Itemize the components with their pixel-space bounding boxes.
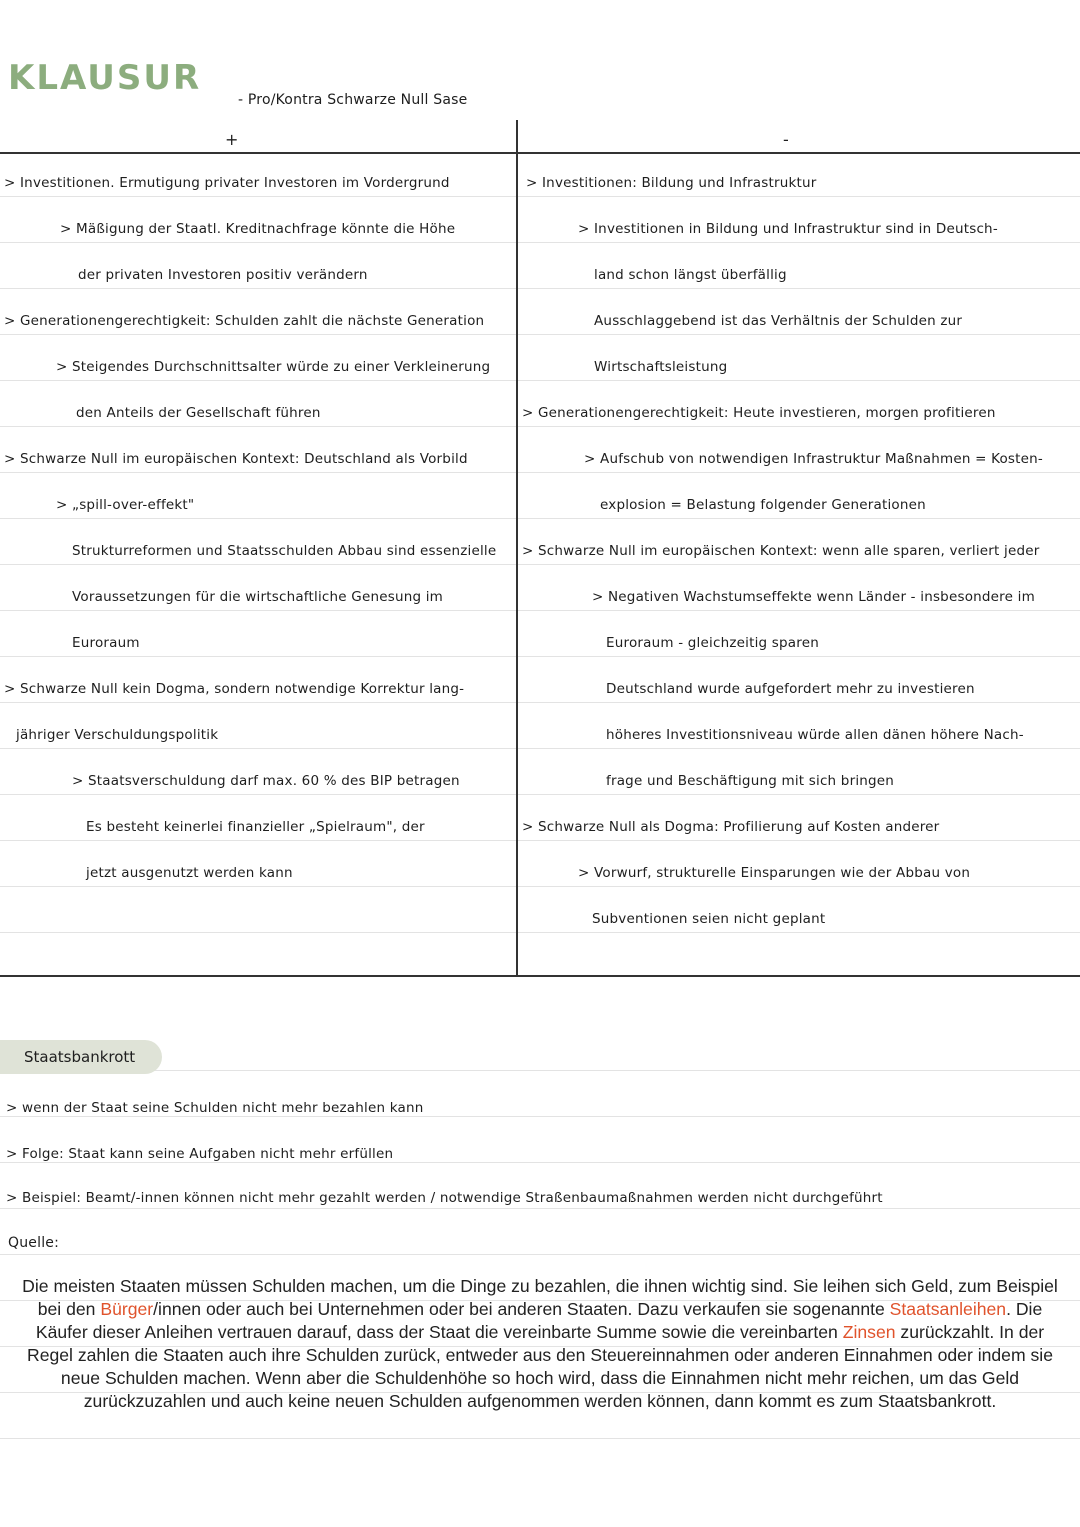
list-item: > Schwarze Null als Dogma: Profilierung auf Kosten anderer xyxy=(522,819,940,835)
table-top-rule xyxy=(0,152,1080,154)
ruled-line xyxy=(0,518,1080,519)
list-item: explosion = Belastung folgender Generationen xyxy=(600,497,926,513)
source-label: Quelle: xyxy=(8,1235,60,1251)
section-heading-label: Staatsbankrott xyxy=(24,1048,136,1066)
list-item: Wirtschaftsleistung xyxy=(594,359,728,375)
ruled-line xyxy=(0,564,1080,565)
list-item: jetzt ausgenutzt werden kann xyxy=(86,865,293,881)
ruled-line xyxy=(0,1438,1080,1439)
ruled-line xyxy=(0,334,1080,335)
list-item: > Mäßigung der Staatl. Kreditnachfrage könnte die Höhe xyxy=(60,221,456,237)
ruled-line xyxy=(0,656,1080,657)
ruled-line xyxy=(0,794,1080,795)
list-item: jähriger Verschuldungspolitik xyxy=(16,727,219,743)
list-item: > Negativen Wachstumseffekte wenn Länder - insbesondere im xyxy=(592,589,1035,605)
ruled-line xyxy=(0,380,1080,381)
list-item: den Anteils der Gesellschaft führen xyxy=(76,405,321,421)
list-item: > Generationengerechtigkeit: Heute investieren, morgen profitieren xyxy=(522,405,996,421)
list-item: > Generationengerechtigkeit: Schulden zahlt die nächste Generation xyxy=(4,313,485,329)
table-bottom-rule xyxy=(0,975,1080,977)
list-item: Euroraum xyxy=(72,635,140,651)
list-item: > Staatsverschuldung darf max. 60 % des BIP betragen xyxy=(72,773,460,789)
list-item: frage und Beschäftigung mit sich bringen xyxy=(606,773,895,789)
list-item: Deutschland wurde aufgefordert mehr zu investieren xyxy=(606,681,975,697)
list-item: land schon längst überfällig xyxy=(594,267,787,283)
list-item: > Investitionen in Bildung und Infrastruktur sind in Deutsch- xyxy=(578,221,998,237)
ruled-line xyxy=(0,1116,1080,1117)
ruled-line xyxy=(0,288,1080,289)
ruled-line xyxy=(0,1070,1080,1071)
ruled-line xyxy=(0,702,1080,703)
ruled-line xyxy=(0,426,1080,427)
list-item: > Steigendes Durchschnittsalter würde zu einer Verkleinerung xyxy=(56,359,491,375)
list-item: > Folge: Staat kann seine Aufgaben nicht mehr erfüllen xyxy=(6,1146,394,1162)
source-highlight: Bürger xyxy=(100,1299,154,1319)
source-text: Die meisten Staaten müssen Schulden machen, um die Dinge zu bezahlen, die ihnen wichtig sind. Sie leihen sich Geld, zum Beispiel bei den xyxy=(22,1276,1058,1319)
list-item: der privaten Investoren positiv verändern xyxy=(78,267,368,283)
list-item: > „spill-over-effekt" xyxy=(56,497,195,513)
source-text: /innen oder auch bei Unternehmen oder bei anderen Staaten. Dazu verkaufen sie sogenannte xyxy=(153,1299,890,1319)
list-item: > Vorwurf, strukturelle Einsparungen wie der Abbau von xyxy=(578,865,971,881)
ruled-line xyxy=(0,610,1080,611)
page-subtitle: - Pro/Kontra Schwarze Null Sase xyxy=(238,92,468,108)
ruled-line xyxy=(0,1162,1080,1163)
list-item: > Schwarze Null kein Dogma, sondern notwendige Korrektur lang- xyxy=(4,681,465,697)
ruled-line xyxy=(0,242,1080,243)
list-item: > Investitionen: Bildung und Infrastruktur xyxy=(526,175,817,191)
source-paragraph xyxy=(12,1275,1068,1413)
list-item: > Investitionen. Ermutigung privater Investoren im Vordergrund xyxy=(4,175,450,191)
column-divider xyxy=(516,120,518,977)
list-item: höheres Investitionsniveau würde allen dänen höhere Nach- xyxy=(606,727,1024,743)
ruled-line xyxy=(0,748,1080,749)
page-title: KLAUSUR xyxy=(8,58,202,98)
list-item: Euroraum - gleichzeitig sparen xyxy=(606,635,819,651)
list-item: Ausschlaggebend ist das Verhältnis der Schulden zur xyxy=(594,313,963,329)
pro-heading: + xyxy=(225,130,239,149)
ruled-line xyxy=(0,472,1080,473)
ruled-line xyxy=(0,840,1080,841)
list-item: > Beispiel: Beamt/-innen können nicht mehr gezahlt werden / notwendige Straßenbaumaßnahmen werden nicht durchgeführt xyxy=(6,1190,883,1206)
source-text: . Die Käufer dieser Anleihen vertrauen darauf, dass der Staat die vereinbarte Summe sowie die vereinbarten xyxy=(35,1299,1043,1342)
source-highlight: Zinsen xyxy=(842,1322,896,1342)
ruled-line xyxy=(0,196,1080,197)
list-item: > Schwarze Null im europäischen Kontext: wenn alle sparen, verliert jeder xyxy=(522,543,1040,559)
source-highlight: Staatsanleihen xyxy=(889,1299,1007,1319)
source-text: zurückzahlt. In der Regel zahlen die Staaten auch ihre Schulden zurück, entweder aus den Steuereinnahmen oder anderen Einnahmen oder indem sie neue Schulden machen. Wenn aber die Schuldenhöhe so hoch wird, dass die Einnahmen nicht mehr reichen, um das Geld zurückzuzahlen und auch keine neuen Schulden aufgenommen werden können, dann kommt es zum Staatsbankrott. xyxy=(26,1322,1053,1411)
contra-heading: - xyxy=(783,130,789,149)
list-item: Subventionen seien nicht geplant xyxy=(592,911,826,927)
ruled-line xyxy=(0,1208,1080,1209)
ruled-line xyxy=(0,886,1080,887)
list-item: Voraussetzungen für die wirtschaftliche Genesung im xyxy=(72,589,444,605)
list-item: > Schwarze Null im europäischen Kontext: Deutschland als Vorbild xyxy=(4,451,468,467)
ruled-line xyxy=(0,932,1080,933)
ruled-line xyxy=(0,1254,1080,1255)
list-item: Es besteht keinerlei finanzieller „Spielraum", der xyxy=(86,819,425,835)
list-item: > Aufschub von notwendigen Infrastruktur Maßnahmen = Kosten- xyxy=(584,451,1043,467)
list-item: Strukturreformen und Staatsschulden Abbau sind essenzielle xyxy=(72,543,497,559)
section-heading xyxy=(0,1040,162,1074)
list-item: > wenn der Staat seine Schulden nicht mehr bezahlen kann xyxy=(6,1100,424,1116)
